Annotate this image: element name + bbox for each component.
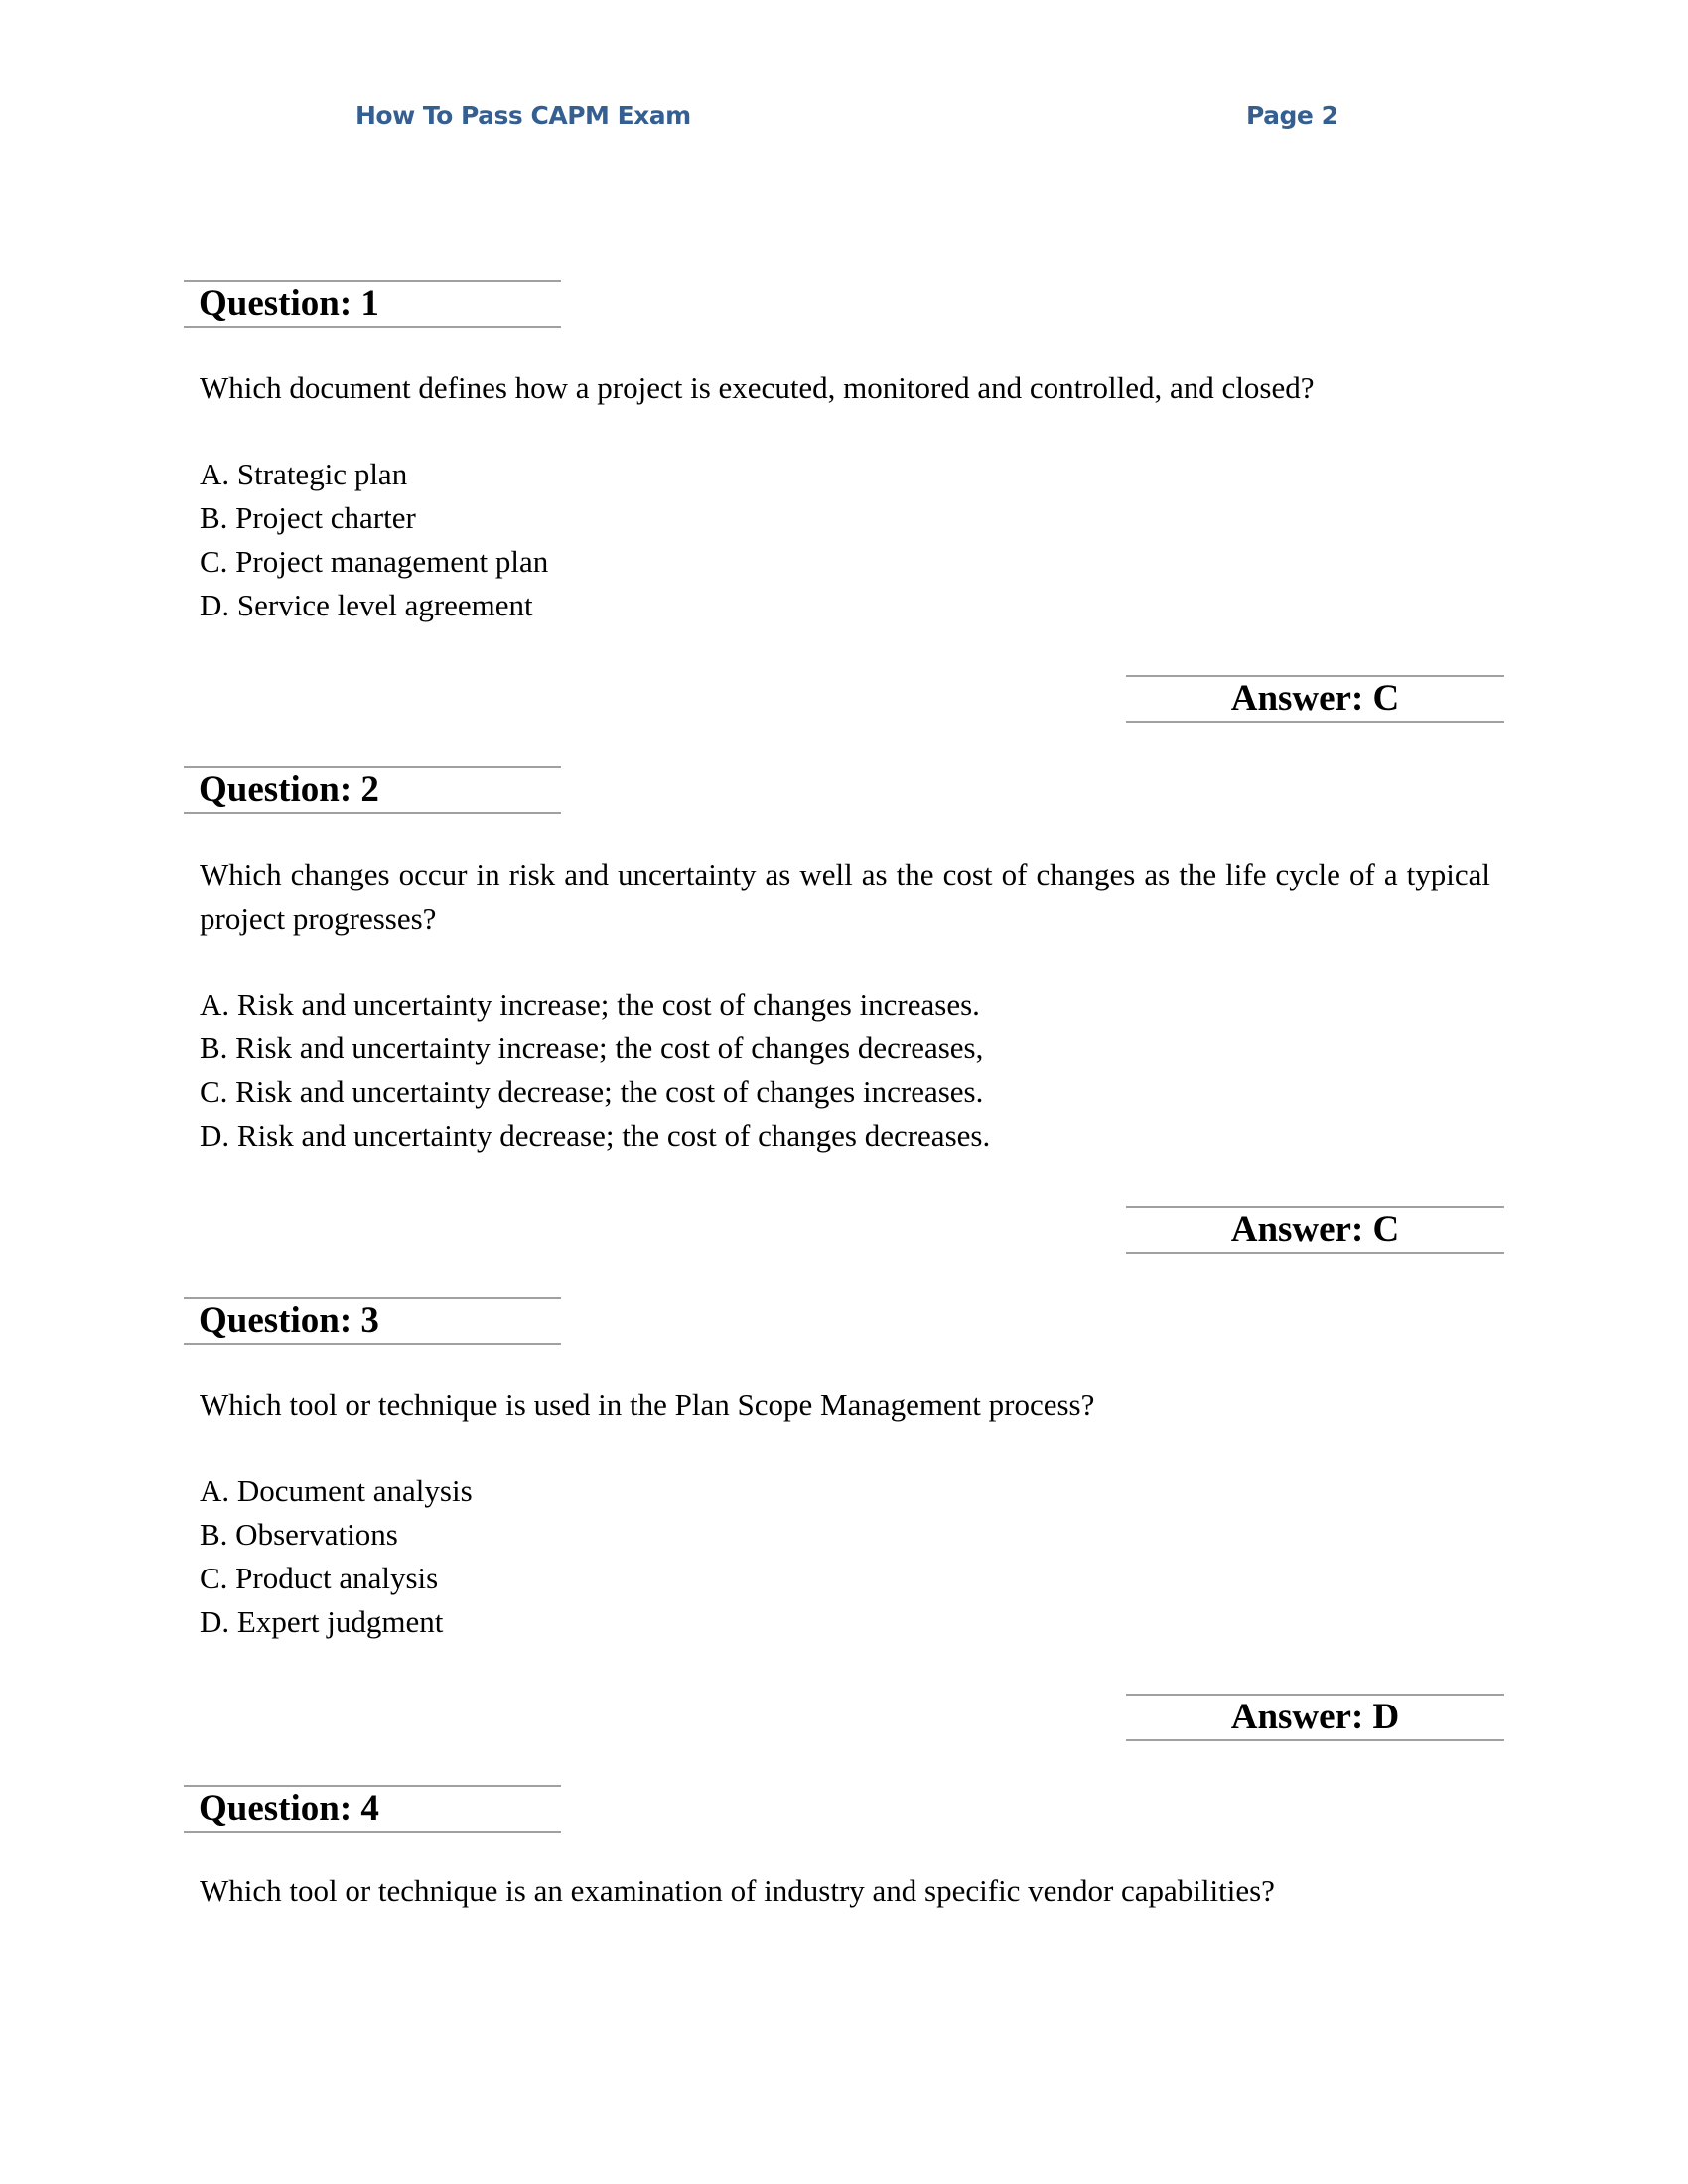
option-c: C. Product analysis <box>200 1561 439 1595</box>
question-heading-box <box>184 1785 561 1833</box>
answer-label: Answer: D <box>1230 1697 1400 1737</box>
option-b: B. Observations <box>200 1517 398 1552</box>
option-c: C. Project management plan <box>200 544 549 579</box>
option-c: C. Risk and uncertainty decrease; the cost of changes increases. <box>200 1074 984 1109</box>
question-heading-box <box>184 280 561 328</box>
answer-box <box>1126 1206 1504 1254</box>
answer-box <box>1126 1694 1504 1741</box>
option-d: D. Service level agreement <box>200 588 533 622</box>
question-text: Which document defines how a project is executed, monitored and controlled, and closed? <box>200 370 1315 405</box>
option-a: A. Strategic plan <box>200 457 408 491</box>
question-text: Which tool or technique is an examination of industry and specific vendor capabilities? <box>200 1873 1275 1908</box>
answer-label: Answer: C <box>1230 678 1400 719</box>
option-d: D. Expert judgment <box>200 1604 444 1639</box>
answer-box <box>1126 675 1504 723</box>
option-a: A. Document analysis <box>200 1473 473 1508</box>
option-d: D. Risk and uncertainty decrease; the cost of changes decreases. <box>200 1118 991 1153</box>
header-page-number: Page 2 <box>1246 101 1338 130</box>
question-heading: Question: 3 <box>199 1300 379 1341</box>
options-list <box>200 983 990 1158</box>
question-heading-box <box>184 766 561 814</box>
header-title: How To Pass CAPM Exam <box>355 101 691 130</box>
option-b: B. Project charter <box>200 500 416 535</box>
option-b: B. Risk and uncertainty increase; the cost of changes decreases, <box>200 1030 984 1065</box>
question-heading: Question: 2 <box>199 769 379 810</box>
question-text: Which changes occur in risk and uncertainty as well as the cost of changes as the life cycle of a typical project progresses? <box>200 857 1490 936</box>
options-list <box>200 1469 473 1644</box>
answer-label: Answer: C <box>1230 1209 1400 1250</box>
option-a: A. Risk and uncertainty increase; the cost of changes increases. <box>200 987 980 1022</box>
question-heading: Question: 4 <box>199 1788 379 1829</box>
question-heading-box <box>184 1297 561 1345</box>
question-text: Which tool or technique is used in the Plan Scope Management process? <box>200 1387 1095 1422</box>
options-list <box>200 453 548 627</box>
question-heading: Question: 1 <box>199 283 379 324</box>
